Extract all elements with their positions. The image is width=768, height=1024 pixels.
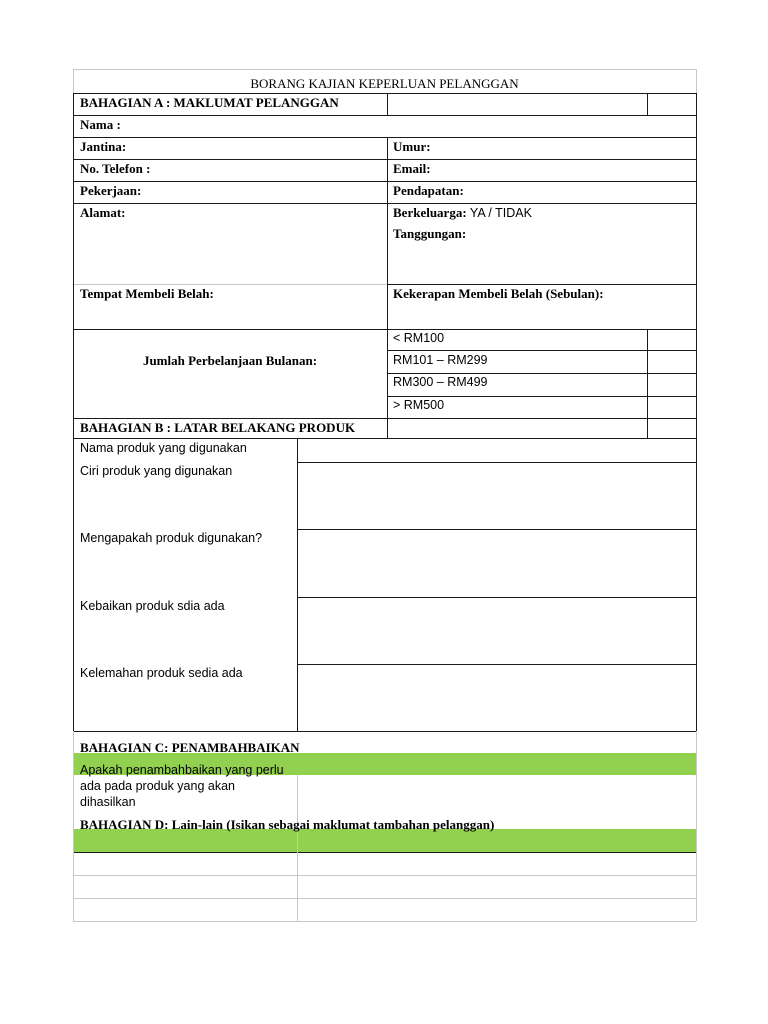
section-c-heading: BAHAGIAN C: PENAMBAHBAIKAN [80,740,300,755]
label-pendapatan: Pendapatan: [393,183,464,198]
label-alamat: Alamat: [80,205,126,220]
label-tanggungan: Tanggungan: [393,226,467,241]
label-jumlah: Jumlah Perbelanjaan Bulanan: [142,353,318,368]
section-d-highlight [73,829,696,852]
spending-option: RM101 – RM299 [393,353,488,367]
spending-option: > RM500 [393,398,445,412]
label-nama: Nama : [80,117,121,132]
product-row-label: Kelemahan produk sedia ada [80,666,243,680]
label-kekerapan: Kekerapan Membeli Belah (Sebulan): [393,286,604,301]
label-berkeluarga: Berkeluarga: [393,205,467,220]
label-jantina: Jantina: [80,139,127,154]
berkeluarga-options: YA / TIDAK [469,206,532,220]
label-umur: Umur: [393,139,431,154]
label-telefon: No. Telefon : [80,161,151,176]
section-c-question: ada pada produk yang akan [80,779,235,793]
form-title: BORANG KAJIAN KEPERLUAN PELANGGAN [250,76,519,91]
product-row-label: Kebaikan produk sdia ada [80,599,225,613]
product-row-label: Ciri produk yang digunakan [80,464,233,478]
spending-option: < RM100 [393,331,445,345]
product-row-label: Nama produk yang digunakan [80,441,247,455]
label-email: Email: [393,161,431,176]
berkeluarga-field [393,205,532,221]
section-c-question: Apakah penambahbaikan yang perlu [80,763,284,777]
spending-option: RM300 – RM499 [393,375,488,389]
label-pekerjaan: Pekerjaan: [80,183,142,198]
section-d-heading: BAHAGIAN D: Lain-lain (Isikan sebagai maklumat tambahan pelanggan) [80,817,495,832]
product-row-label: Mengapakah produk digunakan? [80,531,263,545]
section-a-heading: BAHAGIAN A : MAKLUMAT PELANGGAN [80,95,339,110]
label-tempat: Tempat Membeli Belah: [80,286,214,301]
section-b-heading: BAHAGIAN B : LATAR BELAKANG PRODUK [80,420,356,435]
section-c-question: dihasilkan [80,795,136,809]
